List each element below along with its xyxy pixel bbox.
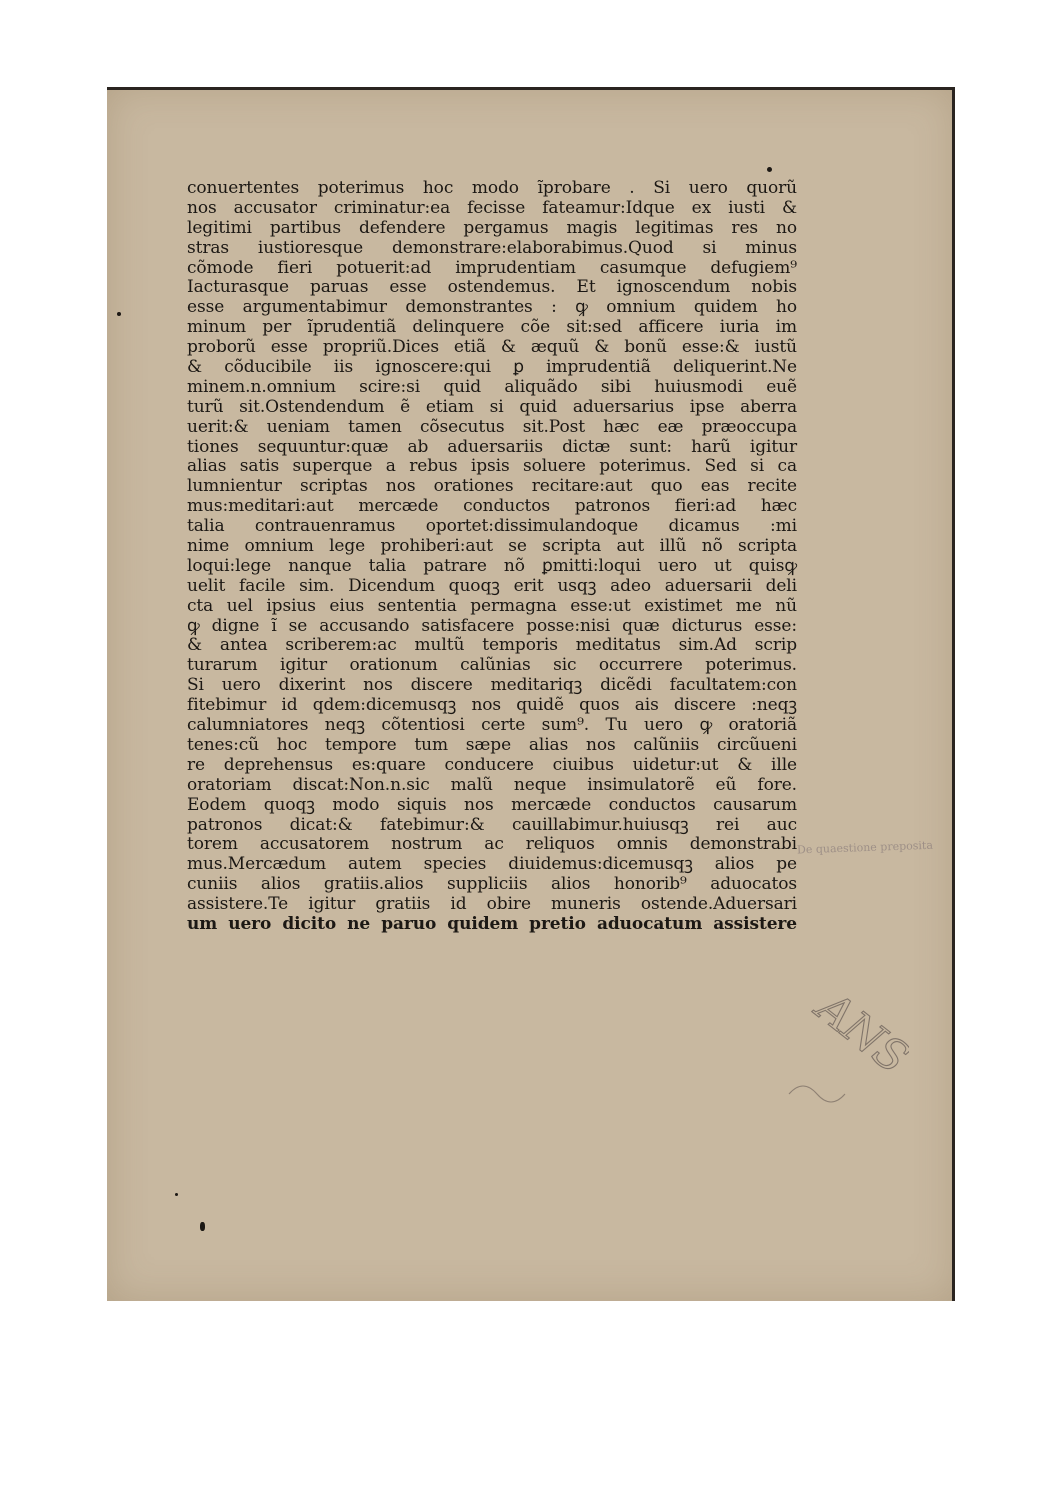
text-line: alias satis superque a rebus ipsis soluere poterimus. Sed si ca [187, 456, 797, 477]
text-line: tenes:cũ hoc tempore tum sæpe alias nos calũniis circũueni [187, 734, 797, 755]
text-line: turũ sit.Ostendendum ẽ etiam si quid aduersarius ipse aberra [187, 396, 797, 417]
text-line: & cõducibile iis ignoscere:qui ꝑ imprudentiã deliquerint.Ne [187, 357, 797, 378]
text-line: cuniis alios gratiis.alios suppliciis alios honorib⁹ aduocatos [187, 874, 797, 895]
printed-text-block [187, 179, 797, 935]
text-line: Iacturasque paruas esse ostendemus. Et ignoscendum nobis [187, 277, 797, 298]
text-line: mus.Mercædum autem species diuidemus:dicemusqꝫ alios pe [187, 854, 797, 875]
text-line: mus:meditari:aut mercæde conductos patronos fieri:ad hæc [187, 496, 797, 517]
text-line: conuertentes poterimus hoc modo ĩprobare . Si uero quorũ [187, 178, 797, 198]
text-line: lumnientur scriptas nos orationes recitare:aut quo eas recite [187, 476, 797, 497]
text-line: cõmode fieri potuerit:ad imprudentiam casumque defugiem⁹ [187, 257, 797, 278]
text-line: nos accusator criminatur:ea fecisse fateamur:Idque ex iusti & [187, 197, 797, 218]
text-line: ꝙ digne ĩ se accusando satisfacere posse:nisi quæ dicturus esse: [187, 615, 797, 636]
text-line: Si uero dixerint nos discere meditariqꝫ dicẽdi facultatem:con [187, 675, 797, 696]
text-line: minum per ĩprudentiã delinquere cõe sit:sed afficere iuria im [187, 317, 797, 338]
text-line: calumniatores neqꝫ cõtentiosi certe sum⁹. Tu uero ꝙ oratoriã [187, 715, 797, 736]
text-line: re deprehensus es:quare conducere ciuibus uidetur:ut & ille [187, 754, 797, 775]
text-line: patronos dicat:& fatebimur:& cauillabimur.huiusqꝫ rei auc [187, 814, 797, 835]
text-line: assistere.Te igitur gratiis id obire muneris ostende.Aduersari [187, 894, 797, 915]
text-line: proborũ esse propriũ.Dices etiã & æquũ & bonũ esse:& iustũ [187, 337, 797, 358]
text-line: fitebimur id qdem:dicemusqꝫ nos quidẽ quos ais discere :neqꝫ [187, 695, 797, 716]
text-line: uerit:& ueniam tamen cõsecutus sit.Post hæc eæ præoccupa [187, 416, 797, 437]
watermark-svg [779, 982, 909, 1122]
ink-spot [117, 312, 121, 316]
ink-spot [200, 1222, 205, 1231]
text-line: cta uel ipsius eius sententia permagna esse:ut existimet me nũ [187, 595, 797, 616]
text-line: Eodem quoqꝫ modo siquis nos mercæde conductos causarum [187, 794, 797, 815]
text-line: turarum igitur orationum calũnias sic occurrere poterimus. [187, 655, 797, 676]
text-line: uelit facile sim. Dicendum quoqꝫ erit usqꝫ adeo aduersarii deli [187, 575, 797, 596]
text-line: legitimi partibus defendere pergamus magis legitimas res no [187, 217, 797, 238]
text-line: tiones sequuntur:quæ ab aduersariis dictæ sunt: harũ igitur [187, 436, 797, 457]
text-line: loqui:lege nanque talia patrare nõ ꝑmitti:loqui uero ut quisꝙ [187, 555, 797, 576]
ink-spot [767, 167, 772, 172]
watermark-text: ANS [807, 982, 909, 1085]
scanned-page [107, 87, 955, 1301]
text-line: minem.n.omnium scire:si quid aliquãdo sibi huiusmodi euẽ [187, 376, 797, 397]
ink-spot [175, 1193, 178, 1196]
text-line: nime omnium lege prohiberi:aut se scripta aut illũ nõ scripta [187, 536, 797, 557]
text-line: esse argumentabimur demonstrantes : ꝙ omnium quidem ho [187, 297, 797, 318]
text-line: torem accusatorem nostrum ac reliquos omnis demonstrabi [187, 834, 797, 855]
text-line: & antea scriberem:ac multũ temporis meditatus sim.Ad scrip [187, 635, 797, 656]
text-line: stras iustioresque demonstrare:elaborabimus.Quod si minus [187, 237, 797, 258]
library-stamp-watermark [779, 982, 909, 1122]
margin-note: De quaestione preposita [796, 838, 934, 857]
text-line: um uero dicito ne paruo quidem pretio aduocatum assistere [187, 913, 797, 934]
text-line: oratoriam discat:Non.n.sic malũ neque insimulatorẽ eũ fore. [187, 774, 797, 795]
text-line: talia contrauenramus oportet:dissimulandoque dicamus :mi [187, 516, 797, 537]
